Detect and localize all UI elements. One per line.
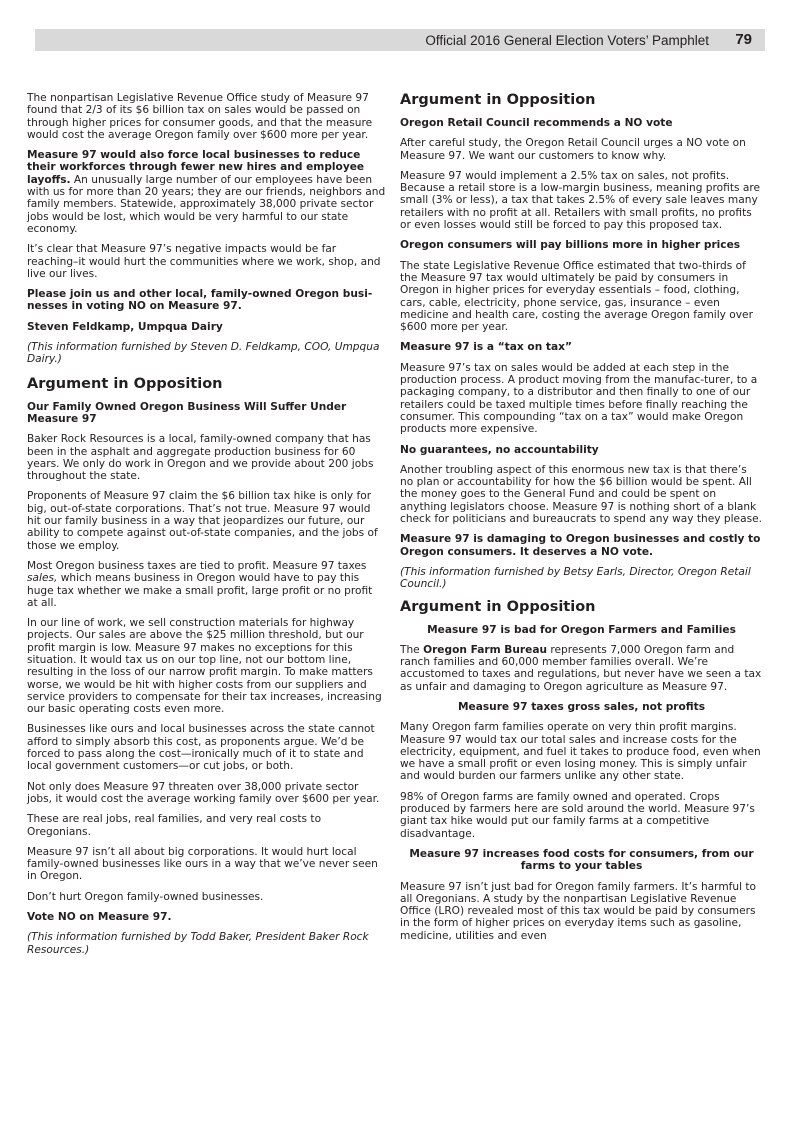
argument-heading: Argument in Opposition: [27, 375, 223, 392]
paragraph: Another troubling aspect of this enormous new tax is that there’s no plan or accountability for how the $6 billion would be spent. All the money goes to the General Fund and could be spent on anything legislators choose. Measure 97 is nothing short of a blank check for politicians and bureaucrats to spend any way they please.: [400, 463, 762, 526]
argument-subheading: Oregon consumers will pay billions more in higher prices: [400, 239, 741, 252]
paragraph: Baker Rock Resources is a local, family-owned company that has been in the asphalt and aggregate production business for 60 years. We only do work in Oregon and we provide about 200 jobs throughout the state.: [27, 433, 374, 483]
page-header: [35, 29, 765, 51]
argument-subheading: Measure 97 taxes gross sales, not profits: [457, 700, 706, 713]
argument-subheading: Oregon Retail Council recommends a NO vote: [400, 117, 673, 129]
paragraph: Many Oregon farm families operate on very thin profit margins. Measure 97 would tax our total sales and increase costs for the electricity, equipment, and fuel it takes to produce food, even when we have a small profit or even losing money. This is simply unfair and would burden our farmers unlike any other state.: [400, 721, 761, 783]
paragraph: Not only does Measure 97 threaten over 38,000 private sector jobs, it would cost the average working family over $600 per year.: [27, 780, 380, 805]
italic-word: sales,: [27, 572, 58, 585]
paragraph: The nonpartisan Legislative Revenue Office study of Measure 97 found that 2/3 of its $6 billion tax on sales would be passed on through higher prices for consumer goods, and that the measure would cost the average Oregon family over $600 more per year.: [27, 92, 373, 141]
paragraph: Measure 97’s tax on sales would be added at each step in the production process. A product moving from the manufac-turer, to a packaging company, to a distributor and then finally to one of our retailers could be taxed multiple times before finally reaching the consumer. This compounding “tax on a tax” would make Oregon products more expensive.: [400, 361, 758, 436]
paragraph: Proponents of Measure 97 claim the $6 billion tax hike is only for big, out-of-state corporations. That’s not true. Measure 97 would hit our family business in a way that jeopardizes our future, our ability to compete against out-of-state companies, and the jobs of those we employ.: [27, 490, 378, 552]
furnished-note: (This information furnished by Steven D. Feldkamp, COO, Umpqua Dairy.): [27, 341, 380, 366]
page-number: 79: [735, 31, 752, 48]
paragraph: Measure 97 isn’t all about big corporations. It would hurt local family-owned businesses like ours in a way that we’ve never seen in Oregon.: [27, 845, 378, 883]
right-column: [400, 92, 763, 950]
header-title: Official 2016 General Election Voters’ Pamphlet: [425, 33, 709, 48]
paragraph: Measure 97 would implement a 2.5% tax on sales, not profits. Because a retail store is a low-margin business, meaning profits are small (3% or less), a tax that takes 2.5% of every sale leaves many retailers with no profit at all. Retailers with small profits, no profits or even losses would still be forced to pay this proposed tax.: [400, 169, 760, 232]
argument-heading: Argument in Opposition: [400, 92, 596, 108]
paragraph: Don’t hurt Oregon family-owned businesses.: [27, 890, 264, 903]
organization-name: Oregon Farm Bureau: [423, 643, 548, 656]
argument-subheading: Our Family Owned Oregon Business Will Suffer Under Measure 97: [27, 400, 347, 425]
paragraph-text: represents 7,000 Oregon farm and ranch families and 60,000 member families overall. We’re accustomed to taxes and regulations, but never have we seen a tax as unfair and damaging to Oregon agriculture as Measure 97.: [400, 643, 762, 693]
paragraph: It’s clear that Measure 97’s negative impacts would be far reaching–it would hurt the communities where we work, shop, and live our lives.: [27, 243, 381, 280]
paragraph: [400, 644, 763, 693]
paragraph: These are real jobs, real families, and very real costs to Oregonians.: [27, 813, 322, 838]
call-to-action: Please join us and other local, family-owned Oregon busi-nesses in voting NO on Measure 97.: [27, 288, 373, 313]
argument-heading: Argument in Opposition: [400, 598, 596, 615]
paragraph: Measure 97 isn’t just bad for Oregon family farmers. It’s harmful to all Oregonians. A study by the nonpartisan Legislative Revenue Office (LRO) revealed most of this tax would be paid by consumers in the form of higher prices on everyday items such as gasoline, medicine, utilities and even: [400, 880, 757, 942]
left-column: [27, 92, 386, 964]
paragraph: [27, 560, 386, 609]
paragraph: In our line of work, we sell construction materials for highway projects. Our sales are above the $25 million threshold, but our profit margin is low. Measure 97 makes no exceptions for this situation. It would tax us on our top line, not our bottom line, resulting in the loss of our narrow profit margin. To make matters worse, we would be hit with higher costs from our suppliers and service providers to compensate for their tax increases, increasing our basic operating costs even more.: [27, 617, 382, 716]
paragraph-text: An unusually large number of our employees have been with us for more than 20 years; they are our friends, neighbors and family members. Statewide, approximately 38,000 private sector jobs would be lost, which would be very harmful to our state economy.: [27, 173, 386, 235]
furnished-note: (This information furnished by Todd Baker, President Baker Rock Resources.): [27, 931, 369, 956]
argument-subheading: Measure 97 increases food costs for consumers, from our farms to your tables: [409, 847, 754, 873]
signature: Steven Feldkamp, Umpqua Dairy: [27, 320, 223, 333]
paragraph: 98% of Oregon farms are family owned and operated. Crops produced by farmers here are sold around the world. Measure 97’s giant tax hike would put our family farms at a competitive disadvantage.: [400, 790, 755, 840]
bold-lead: Measure 97 would also force local businesses to reduce their workforces through fewer new hires and employee layoffs.: [27, 149, 365, 186]
paragraph: The state Legislative Revenue Office estimated that two-thirds of the Measure 97 tax would ultimately be paid by consumers in Oregon in higher prices for everyday essentials – food, clothing, cars, cable, electricity, phone service, gas, insurance – even medicine and health care, costing the average Oregon family over $600 more per year.: [400, 259, 753, 334]
call-to-action: Vote NO on Measure 97.: [27, 911, 172, 924]
paragraph-text: which means business in Oregon would have to pay this huge tax whether we make a small profit, large profit or no profit at all.: [27, 572, 373, 609]
argument-subheading: Measure 97 is a “tax on tax”: [400, 341, 572, 354]
paragraph-text: The: [400, 643, 424, 656]
call-to-action: Measure 97 is damaging to Oregon businesses and costly to Oregon consumers. It deserves a NO vote.: [400, 533, 761, 558]
argument-subheading: Measure 97 is bad for Oregon Farmers and Families: [427, 623, 736, 636]
paragraph-text: Most Oregon business taxes are tied to profit. Measure 97 taxes: [27, 559, 367, 572]
argument-subheading: No guarantees, no accountability: [400, 443, 599, 456]
paragraph: Businesses like ours and local businesses across the state cannot afford to simply absorb this cost, as proponents argue. We’d be forced to pass along the cost—ironically much of it to state and local government customers—or cut jobs, or both.: [27, 723, 375, 773]
furnished-note: (This information furnished by Betsy Earls, Director, Oregon Retail Council.): [400, 565, 751, 591]
paragraph: After careful study, the Oregon Retail Council urges a NO vote on Measure 97. We want our customers to know why.: [400, 137, 746, 162]
paragraph: [27, 149, 386, 235]
